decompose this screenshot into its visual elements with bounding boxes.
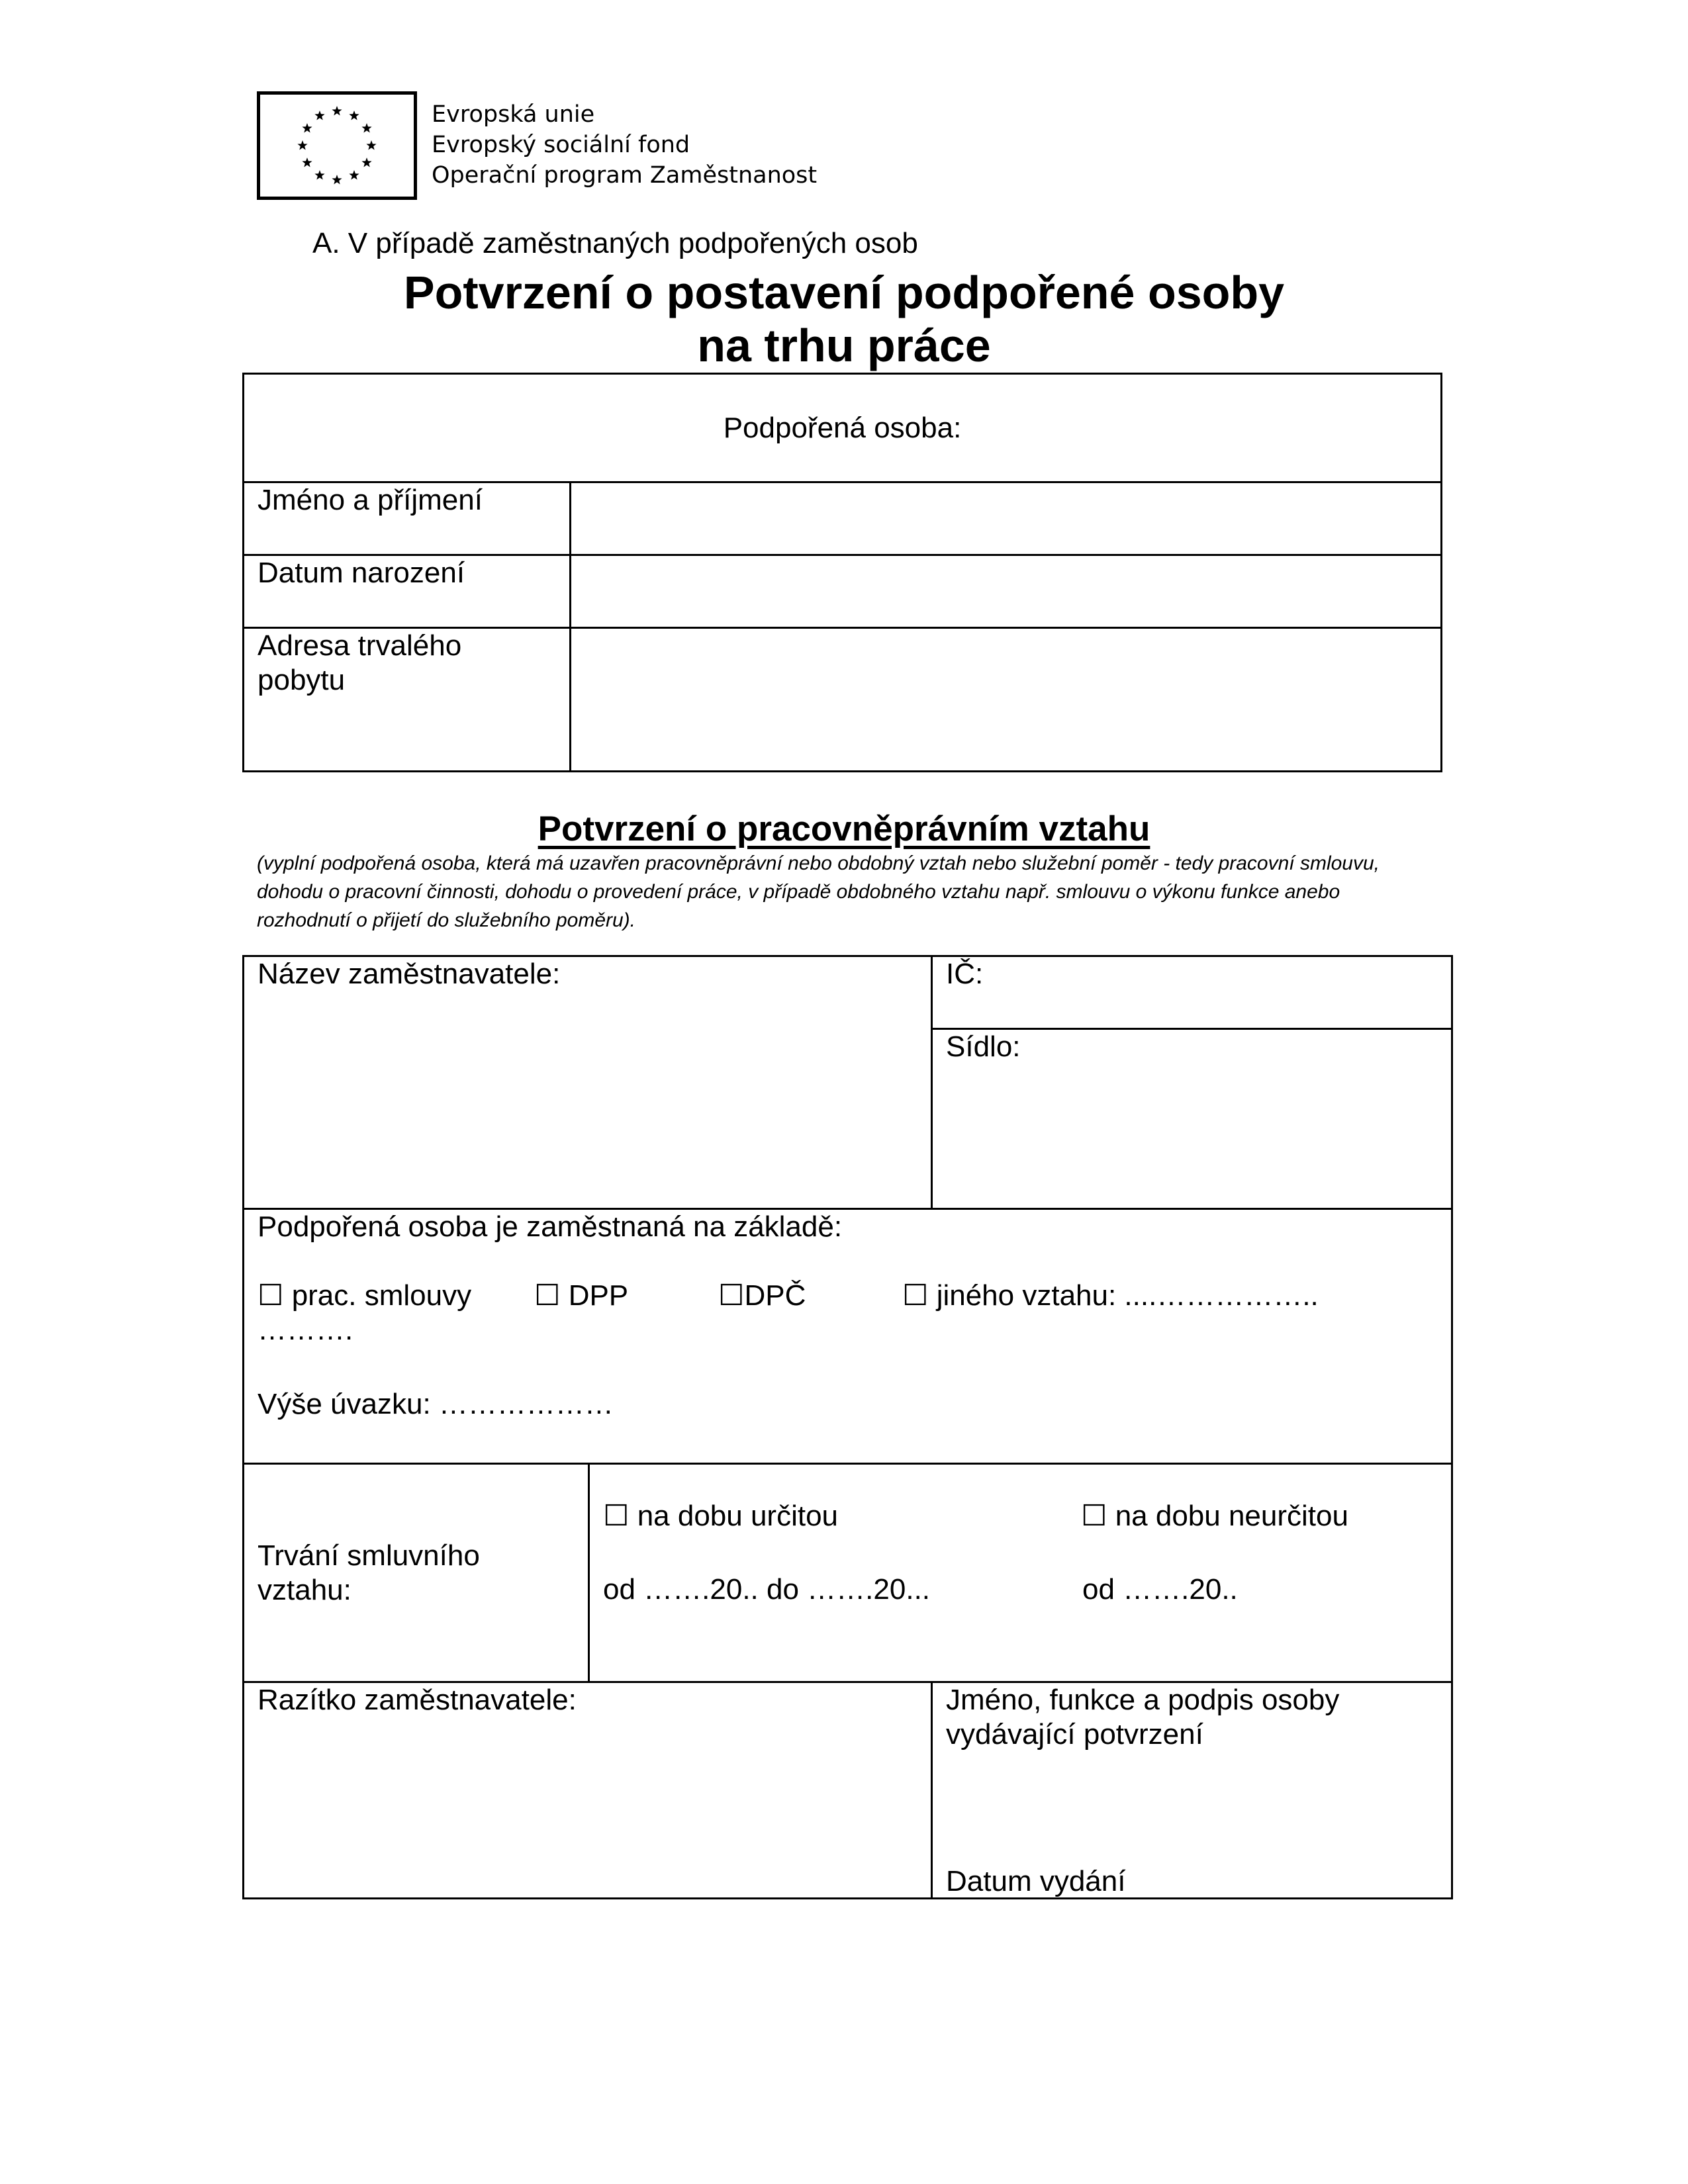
dpp-checkbox-icon[interactable]: ☐	[534, 1279, 561, 1312]
signer-label-line-1: Jméno, funkce a podpis osoby	[946, 1684, 1340, 1716]
option-dpc-label: DPČ	[744, 1279, 806, 1312]
issue-date-label: Datum vydání	[946, 1865, 1126, 1897]
option-dpc[interactable]	[718, 1279, 902, 1313]
duration-dates	[603, 1572, 1451, 1607]
indefinite-term-dates[interactable]: od …….20..	[1082, 1573, 1238, 1606]
signer-cell[interactable]	[932, 1682, 1452, 1899]
eu-line-3: Operační program Zaměstnanost	[432, 162, 818, 189]
employer-name-cell[interactable]	[244, 956, 932, 1209]
employment-basis-cell	[244, 1209, 1452, 1464]
option-contract-label: prac. smlouvy	[291, 1279, 472, 1312]
seat-label: Sídlo:	[946, 1030, 1021, 1063]
indefinite-term-checkbox-icon[interactable]: ☐	[1081, 1499, 1107, 1533]
indefinite-term-label: na dobu neurčitou	[1115, 1500, 1348, 1532]
option-dpp[interactable]	[534, 1279, 718, 1313]
fixed-term-label: na dobu určitou	[637, 1500, 839, 1532]
variant-label: A. V případě zaměstnaných podpořených osob	[312, 227, 918, 259]
other-checkbox-icon[interactable]: ☐	[902, 1279, 929, 1312]
duration-options-cell	[589, 1464, 1452, 1682]
ic-label: IČ:	[946, 958, 984, 990]
title-line-2: na trhu práce	[697, 320, 991, 371]
contract-checkbox-icon[interactable]: ☐	[258, 1279, 284, 1312]
birth-date-label: Datum narození	[244, 555, 571, 628]
seat-cell[interactable]	[932, 1029, 1452, 1209]
eu-stars-icon	[260, 95, 414, 197]
name-field[interactable]	[571, 482, 1442, 555]
eu-star-icon	[349, 170, 359, 179]
person-table-header: Podpořená osoba:	[244, 374, 1442, 482]
option-dpp-label: DPP	[568, 1279, 629, 1312]
fixed-term-dates[interactable]: od …….20.. do …….20...	[603, 1573, 931, 1606]
title-line-1: Potvrzení o postavení podpořené osoby	[403, 267, 1285, 318]
page-title	[0, 266, 1688, 372]
address-label-line-2: pobytu	[258, 664, 346, 696]
employer-name-label: Název zaměstnavatele:	[258, 958, 561, 990]
name-label: Jméno a příjmení	[244, 482, 571, 555]
employment-basis-options	[258, 1279, 1451, 1313]
dpc-checkbox-icon[interactable]: ☐	[718, 1279, 745, 1312]
stamp-cell[interactable]	[244, 1682, 932, 1899]
duration-options	[603, 1499, 1451, 1533]
eu-star-icon	[332, 175, 342, 184]
option-other[interactable]	[902, 1279, 1319, 1313]
employment-section-note	[257, 849, 1442, 934]
duration-label-cell	[244, 1464, 589, 1682]
employer-table	[242, 955, 1453, 1899]
option-contract[interactable]	[258, 1279, 534, 1313]
eu-star-icon	[297, 140, 307, 150]
eu-line-1: Evropská unie	[432, 101, 595, 128]
address-label	[244, 628, 571, 772]
signer-label-line-2: vydávající potvrzení	[946, 1718, 1203, 1751]
option-indefinite-term[interactable]	[1081, 1499, 1348, 1533]
duration-label-line-2: vztahu:	[258, 1573, 352, 1606]
employment-section-title: Potvrzení o pracovněprávním vztahu	[538, 809, 1150, 848]
eu-line-2: Evropský sociální fond	[432, 132, 690, 158]
option-other-continuation: ……….	[258, 1314, 353, 1346]
eu-program-text	[432, 99, 817, 191]
eu-flag-logo	[257, 91, 417, 200]
person-table	[242, 373, 1442, 772]
stamp-label: Razítko zaměstnavatele:	[258, 1684, 577, 1716]
fixed-term-checkbox-icon[interactable]: ☐	[603, 1499, 630, 1533]
note-line-2: dohodu o pracovní činnosti, dohodu o provedení práce, v případě obdobného vztahu např. smlouvu o výkonu funkce anebo	[257, 881, 1340, 903]
eu-star-icon	[349, 111, 359, 120]
eu-star-icon	[314, 170, 324, 179]
eu-star-icon	[302, 123, 312, 132]
employment-basis-label: Podpořená osoba je zaměstnaná na základě:	[258, 1210, 843, 1243]
birth-date-field[interactable]	[571, 555, 1442, 628]
eu-star-icon	[366, 140, 376, 150]
workload-label: Výše úvazku: ………………	[258, 1388, 614, 1420]
eu-star-icon	[332, 106, 342, 115]
option-fixed-term[interactable]	[603, 1499, 1081, 1533]
eu-star-icon	[314, 111, 324, 120]
ic-cell[interactable]	[932, 956, 1452, 1029]
duration-label-line-1: Trvání smluvního	[258, 1539, 480, 1572]
address-label-line-1: Adresa trvalého	[258, 629, 462, 662]
note-line-1: (vyplní podpořená osoba, která má uzavřen pracovněprávní nebo obdobný vztah nebo služební poměr - tedy pracovní smlouvu,	[257, 852, 1380, 874]
address-field[interactable]	[571, 628, 1442, 772]
option-other-label: jiného vztahu: ....……………..	[936, 1279, 1319, 1312]
eu-star-icon	[361, 123, 371, 132]
eu-star-icon	[302, 158, 312, 167]
eu-star-icon	[361, 158, 371, 167]
note-line-3: rozhodnutí o přijetí do služebního poměru).	[257, 909, 636, 931]
